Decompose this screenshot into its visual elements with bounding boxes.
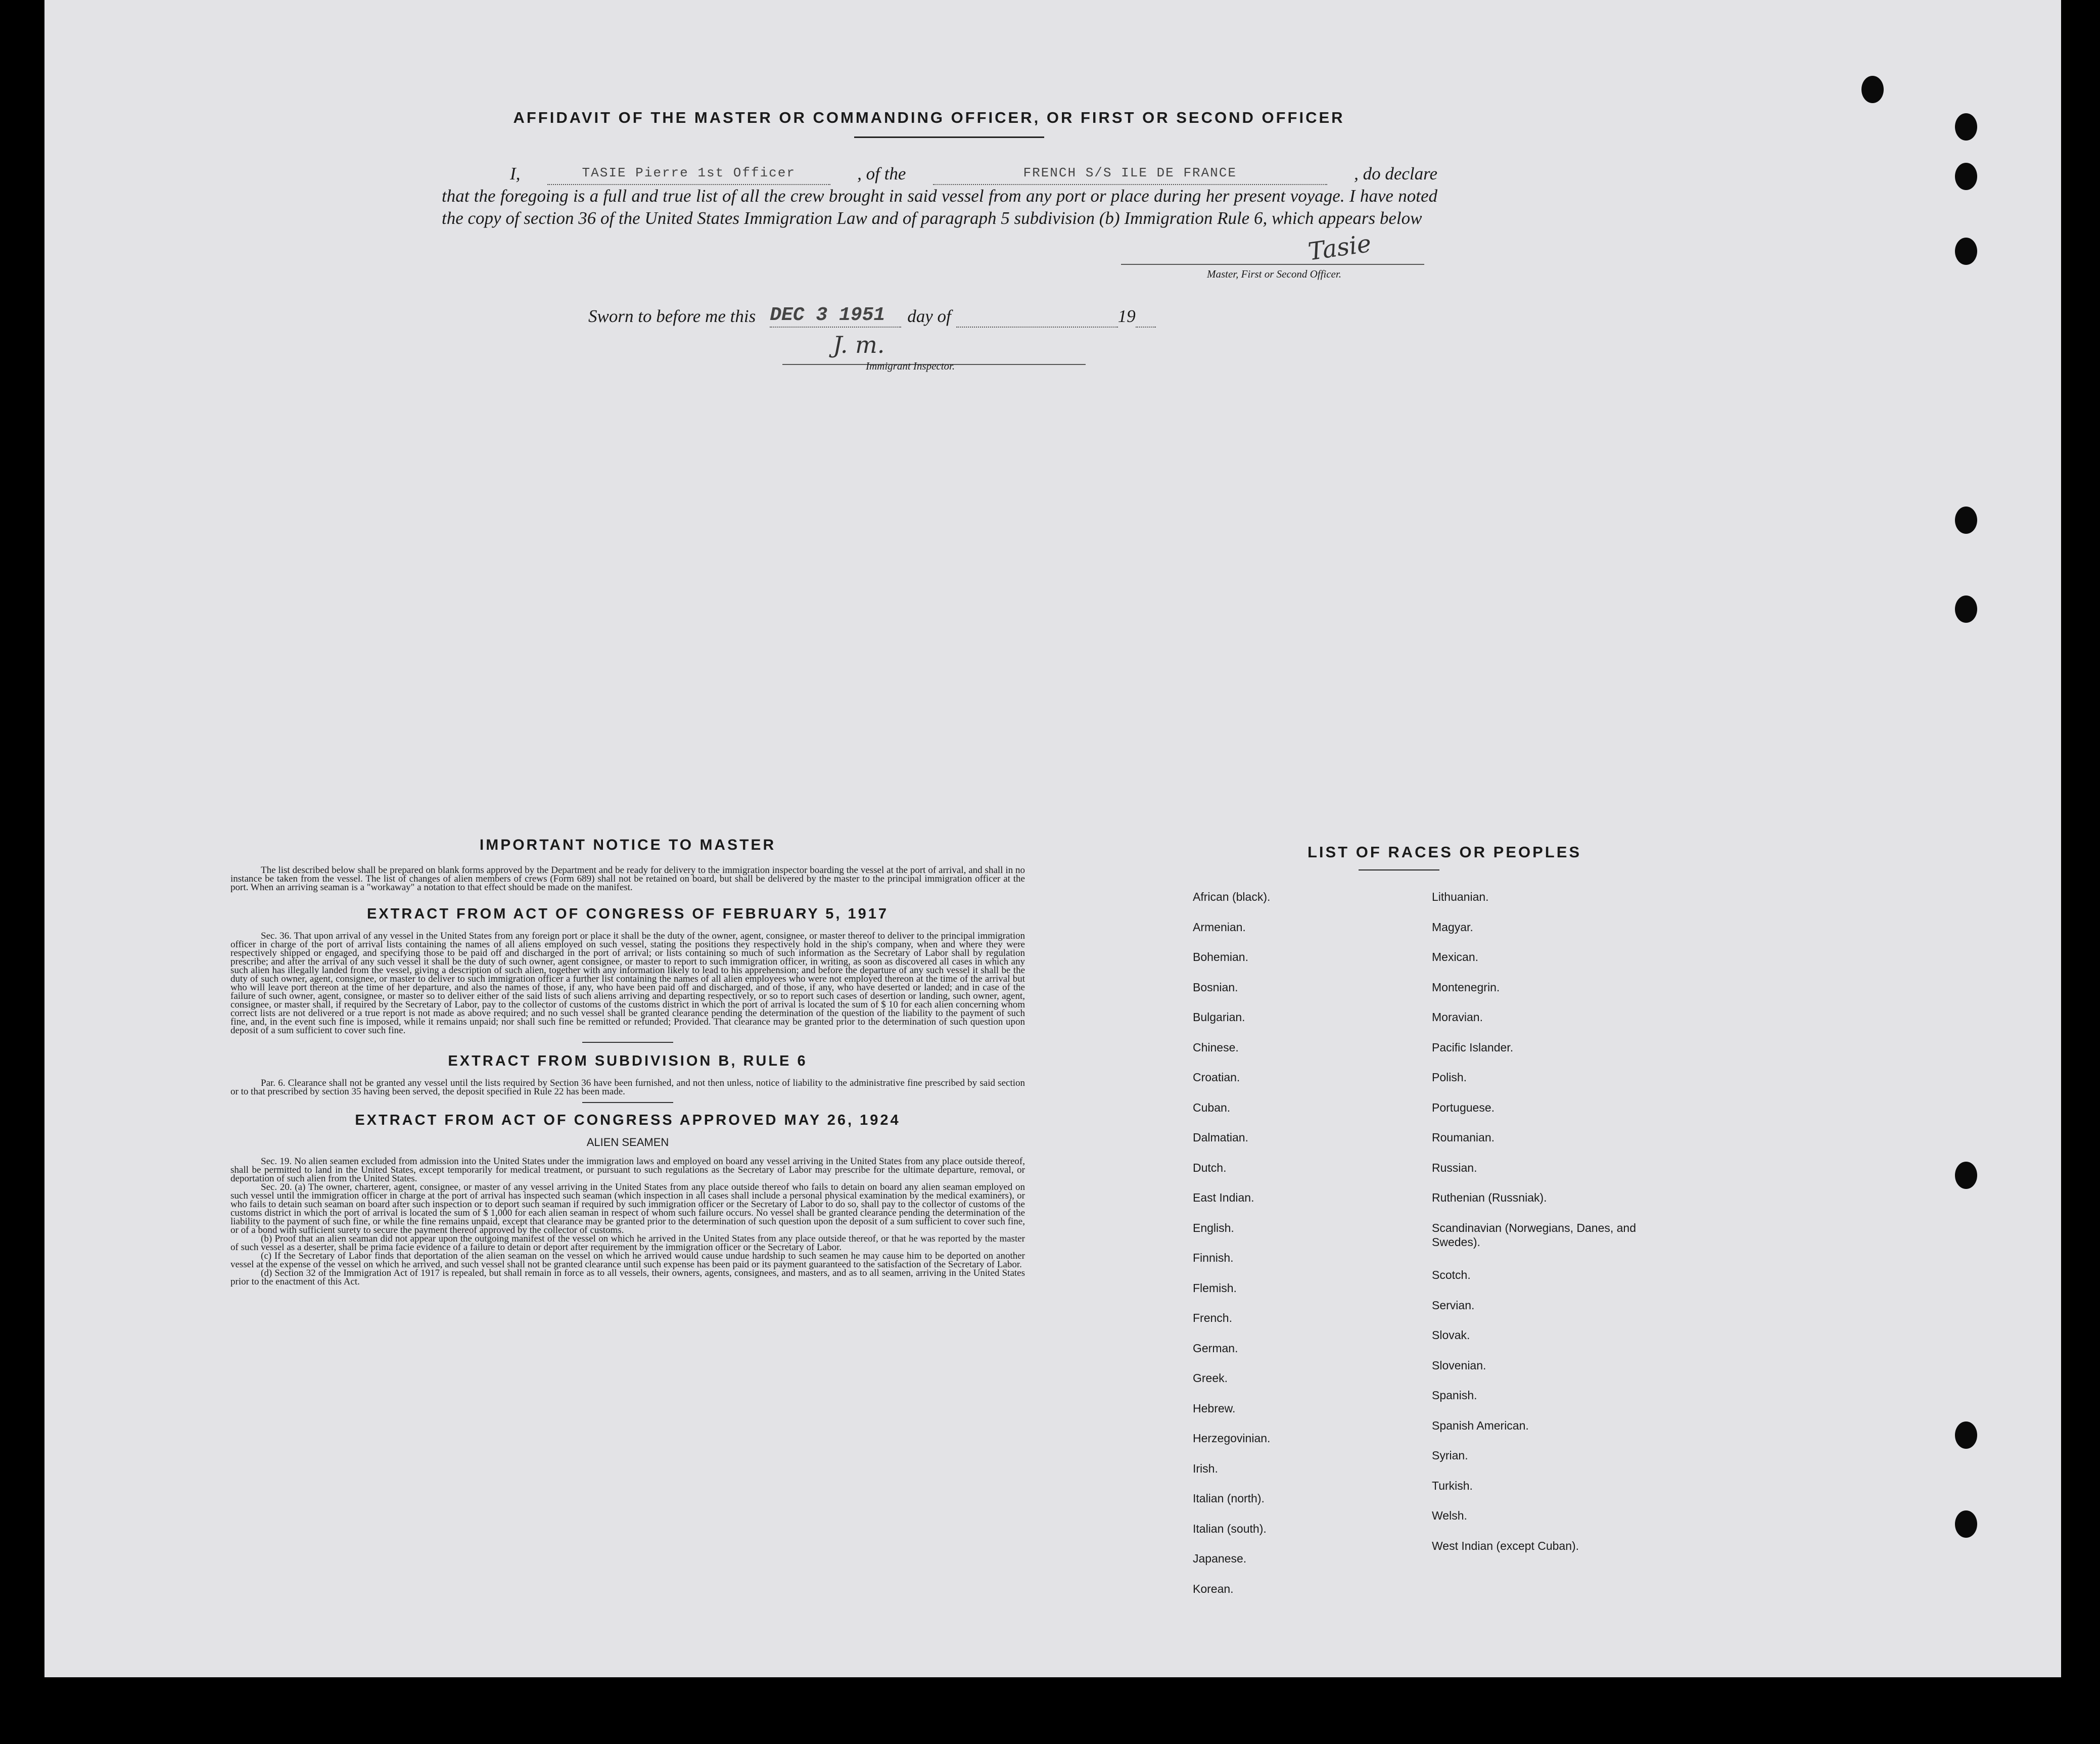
- race-item: African (black).: [1193, 890, 1271, 903]
- extract-1917-text: Sec. 36. That upon arrival of any vessel in the United States from any foreign port or place it shall be the duty of the owner, agent, consignee, or master thereof to deliver to the principal immigration officer in charge of the port of arrival lists containing the names of all aliens employed on such vessel, stating the positions they respectively hold in the ship's company, when and where they were respectively shipped or engaged, and specifying those to be paid off and discharged in the port of arrival; or lists containing so much of such information as the Secretary of Labor shall by regulation prescribe; and after the arrival of any such vessel it shall be the duty of such owner, agent consignee, or master to report to such immigration officer, in writing, as soon as discovered all cases in which any such alien has illegally landed from the vessel, giving a description of such alien, together with any information likely to lead to his apprehension; and before the departure of any such vessel it shall be the duty of such owner, agent, consignee, or master to deliver to such immigration officer a further list containing the names of all alien employees who were not employed thereon at the time of the arrival but who will leave port thereon at the time of her departure, and also the names of those, if any, who have been paid off and discharged, and of those, if any, who have deserted or landed; and in case of the failure of such owner, agent, consignee, or master so to deliver either of the said lists of such aliens arriving and departing respectively, or so to report such cases of desertion or landing, such owner, agent, consignee, or master shall, if required by the Secretary of Labor, pay to the collector of customs of the customs district in which the port of arrival is located the sum of $ 10 for each alien concerning whom correct lists are not delivered or a true report is not made as above required; and no such vessel shall be granted clearance pending the determination of the question of the liability to the payment of such fine, and, in the event such fine is imposed, while it remains unpaid; nor shall such fine be remitted or refunded; Provided. That clearance may be granted prior to the determination of such question upon deposit of a sum sufficient to cover such fine.: [230, 931, 1025, 1036]
- inspector-caption: Immigrant Inspector.: [866, 360, 955, 372]
- extract-1924-title: EXTRACT FROM ACT OF CONGRESS APPROVED MAY 26, 1924: [355, 1112, 901, 1128]
- year-field: [1136, 327, 1156, 328]
- race-item: Pacific Islander.: [1432, 1040, 1514, 1054]
- race-item: English.: [1193, 1221, 1234, 1234]
- affidavit-title: AFFIDAVIT OF THE MASTER OR COMMANDING OFFICER, OR FIRST OR SECOND OFFICER: [513, 109, 1345, 126]
- race-item: East Indian.: [1193, 1191, 1254, 1204]
- extract-1924-para: (b) Proof that an alien seaman did not appear upon the outgoing manifest of the vessel on which he arrived in the United States from any place outside thereof, or that he was reported by the master of such vessel as a deserter, shall be prima facie evidence of a failure to detain or deport after requirement by the immigration officer or the Secretary of Labor.: [230, 1233, 1025, 1253]
- race-item: Bosnian.: [1193, 980, 1238, 994]
- race-item: Ruthenian (Russniak).: [1432, 1191, 1547, 1204]
- race-item: French.: [1193, 1311, 1232, 1324]
- races-underline: [1359, 869, 1439, 870]
- binder-hole: [1861, 76, 1884, 103]
- officer-signature-line: [1121, 264, 1424, 265]
- race-item: Welsh.: [1432, 1509, 1467, 1522]
- race-item: Slovenian.: [1432, 1358, 1486, 1372]
- title-underline: [854, 136, 1044, 138]
- binder-hole: [1955, 163, 1977, 190]
- binder-hole: [1955, 1421, 1977, 1449]
- race-item: Bulgarian.: [1193, 1011, 1245, 1024]
- extract-1924-para: Sec. 20. (a) The owner, charterer, agent, consignee, or master of any vessel arriving in the United States from any place outside thereof who fails to detain on board any alien seaman employed on such vessel until the immigration officer in charge at the port of arrival has inspected such seaman (which inspection in all cases shall include a personal physical examination by the medical examiners), or who fails to detain such seaman on board after such inspection or to deport such seaman if required by such immigration officer or the Secretary of Labor to do so, shall pay to the collector of customs of the customs district in which the port of arrival is located the sum of $ 1,000 for each alien seaman in respect of whom such failure occurs. No vessel shall be granted clearance pending the determination of the liability to the payment of such fine, or while the fine remains unpaid, except that clearance may be granted prior to the determination of such question upon the deposit of a sum sufficient to cover such fine, or of a bond with sufficient surety to secure the payment thereof approved by the collector of customs.: [230, 1182, 1025, 1235]
- inspector-signature: J. m.: [833, 331, 885, 358]
- race-item: Servian.: [1432, 1298, 1475, 1312]
- race-item: Mexican.: [1432, 950, 1479, 963]
- notice-column: [230, 837, 1025, 1286]
- races-title: LIST OF RACES OR PEOPLES: [1307, 843, 1582, 861]
- race-item: Roumanian.: [1432, 1131, 1495, 1144]
- extract-rule6-title: EXTRACT FROM SUBDIVISION B, RULE 6: [448, 1053, 808, 1069]
- race-item: Lithuanian.: [1432, 890, 1489, 903]
- extract-1924-para: (c) If the Secretary of Labor finds that deportation of the alien seaman on the vessel on which he arrived would cause undue hardship to such seamen he may cause him to be deported on another vessel at the expense of the vessel on which he arrived, and such vessel shall not be granted clearance until such expense has been paid or its payment guaranteed to the satisfaction of the Secretary of Labor.: [230, 1251, 1025, 1270]
- divider: [582, 1102, 673, 1103]
- race-item: Montenegrin.: [1432, 980, 1500, 994]
- race-item: Syrian.: [1432, 1449, 1468, 1462]
- race-item: Italian (north).: [1193, 1492, 1265, 1505]
- race-item: Irish.: [1193, 1461, 1218, 1475]
- race-item: Bohemian.: [1193, 950, 1248, 963]
- race-item: Russian.: [1432, 1161, 1477, 1174]
- extract-rule6-text: Par. 6. Clearance shall not be granted any vessel until the lists required by Section 36 have been furnished, and not then unless, notice of liability to the administrative fine prescribed by said section or to that prescribed by section 35 having been served, the deposit specified in Rule 22 has been made.: [230, 1078, 1025, 1097]
- officer-name-field: TASIE Pierre 1st Officer: [547, 162, 830, 185]
- race-item: Finnish.: [1193, 1251, 1234, 1264]
- race-item: Cuban.: [1193, 1100, 1231, 1114]
- line1-suffix: , do declare: [1354, 164, 1437, 183]
- line1-mid: , of the: [857, 164, 906, 183]
- race-item: Magyar.: [1432, 920, 1473, 934]
- notice-text: The list described below shall be prepared on blank forms approved by the Department and be ready for delivery to the immigration inspector boarding the vessel at the port of arrival, and shall in no instance be taken from the vessel. The list of changes of alien members of crews (Form 689) shall not be retained on board, but shall be delivered by the master to the principal immigration officer at the port. When an arriving seaman is a "workaway" a notation to that effect should be made on the manifest.: [230, 865, 1025, 893]
- binder-hole: [1955, 113, 1977, 141]
- extract-1924-para: Sec. 19. No alien seamen excluded from admission into the United States under the immigration laws and employed on board any vessel arriving in the United States from any place outside thereof, shall be permitted to land in the United States, except temporarily for medical treatment, or pursuant to such regulations as the Secretary of Labor may prescribe for the ultimate departure, removal, or deportation of such alien from the United States.: [230, 1156, 1025, 1184]
- race-item: Dalmatian.: [1193, 1131, 1248, 1144]
- affidavit-text: that the foregoing is a full and true list of all the crew brought in said vessel from any port or place during her present voyage. I have noted the copy of section 36 of the United States Immigration Law and of paragraph 5 subdivision (b) Immigration Rule 6, which appears below: [442, 186, 1437, 228]
- race-item: Korean.: [1193, 1582, 1234, 1595]
- race-item: Japanese.: [1193, 1552, 1247, 1565]
- race-item: Greek.: [1193, 1371, 1228, 1385]
- race-item: Turkish.: [1432, 1479, 1473, 1492]
- race-item: Scotch.: [1432, 1268, 1471, 1281]
- race-item: Flemish.: [1193, 1281, 1237, 1295]
- year-prefix: 19: [1117, 306, 1136, 326]
- race-item: Italian (south).: [1193, 1522, 1267, 1535]
- sworn-prefix: Sworn to before me this: [588, 306, 756, 326]
- vessel-name-field: FRENCH S/S ILE DE FRANCE: [933, 162, 1327, 185]
- officer-signature: Tasie: [1306, 229, 1373, 266]
- race-item: Armenian.: [1193, 920, 1246, 934]
- race-item: Spanish American.: [1432, 1418, 1529, 1432]
- document-page: [44, 0, 2061, 1677]
- extract-1924-subtitle: ALIEN SEAMEN: [586, 1136, 669, 1149]
- officer-caption: Master, First or Second Officer.: [1207, 268, 1341, 280]
- race-item: Moravian.: [1432, 1011, 1483, 1024]
- race-item: Polish.: [1432, 1071, 1467, 1084]
- extract-1917-title: EXTRACT FROM ACT OF CONGRESS OF FEBRUARY 5, 1917: [366, 906, 889, 922]
- race-item: Spanish.: [1432, 1389, 1477, 1402]
- sworn-line: [588, 304, 1296, 328]
- race-item: Portuguese.: [1432, 1100, 1495, 1114]
- day-of-label: day of: [907, 306, 951, 326]
- binder-hole: [1955, 238, 1977, 265]
- sworn-date-stamp: DEC 3 1951: [770, 304, 901, 328]
- race-item: Dutch.: [1193, 1161, 1227, 1174]
- race-item: Croatian.: [1193, 1071, 1240, 1084]
- race-item: West Indian (except Cuban).: [1432, 1539, 1579, 1552]
- extract-1924-para: (d) Section 32 of the Immigration Act of 1917 is repealed, but shall remain in force as to all vessels, their owners, agents, consignees, and masters, and as to all seamen, arriving in the United States prior to the enactment of this Act.: [230, 1268, 1025, 1287]
- binder-hole: [1955, 1162, 1977, 1189]
- race-item: Slovak.: [1432, 1328, 1470, 1342]
- binder-hole: [1955, 1510, 1977, 1538]
- race-item: Herzegovinian.: [1193, 1432, 1271, 1445]
- race-item: Hebrew.: [1193, 1401, 1236, 1415]
- race-item: Chinese.: [1193, 1040, 1239, 1054]
- binder-hole: [1955, 595, 1977, 623]
- month-field: [956, 327, 1118, 328]
- race-item: German.: [1193, 1341, 1238, 1355]
- binder-hole: [1955, 507, 1977, 534]
- notice-title: IMPORTANT NOTICE TO MASTER: [479, 837, 776, 853]
- line1-prefix: I,: [510, 164, 521, 183]
- affidavit-body: [442, 162, 1437, 230]
- divider: [582, 1042, 673, 1043]
- race-item: Scandinavian (Norwegians, Danes, and Swedes).: [1432, 1221, 1637, 1249]
- affidavit-line-1: [442, 162, 1437, 185]
